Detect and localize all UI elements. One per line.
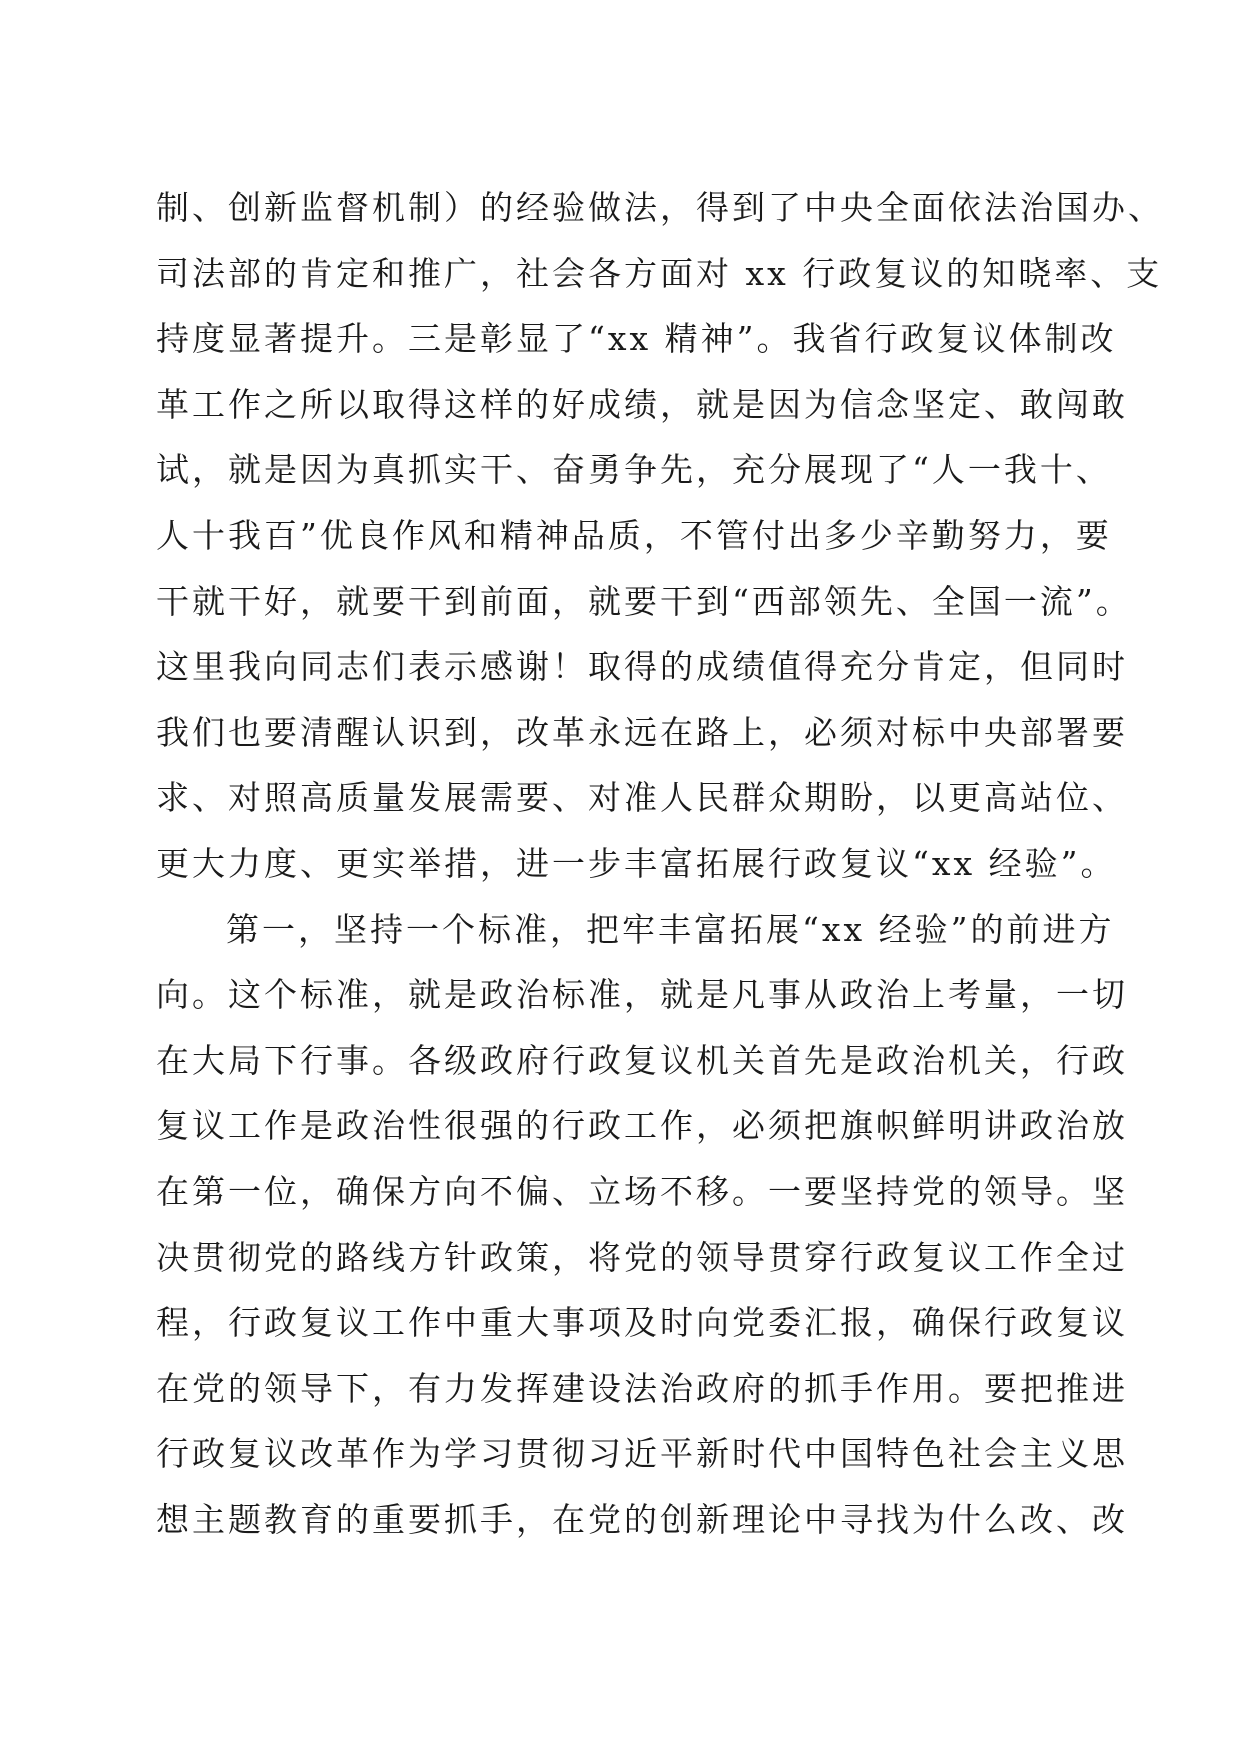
text-line: 程，行政复议工作中重大事项及时向党委汇报，确保行政复议 xyxy=(156,1303,1128,1343)
text-line: 复议工作是政治性很强的行政工作，必须把旗帜鲜明讲政治放 xyxy=(156,1106,1128,1146)
text-line: 我们也要清醒认识到，改革永远在路上，必须对标中央部署要 xyxy=(156,712,1128,752)
text-line: 行政复议改革作为学习贯彻习近平新时代中国特色社会主义思 xyxy=(156,1434,1128,1474)
text-line: 制、创新监督机制）的经验做法，得到了中央全面依法治国办、 xyxy=(156,188,1164,227)
paragraph-start-line: 第一，坚持一个标准，把牢丰富拓展“xx 经验”的前进方 xyxy=(226,909,1115,949)
text-line: 在党的领导下，有力发挥建设法治政府的抓手作用。要把推进 xyxy=(156,1368,1128,1408)
text-line: 更大力度、更实举措，进一步丰富拓展行政复议“xx 经验”。 xyxy=(156,843,1117,883)
text-line: 干就干好，就要干到前面，就要干到“西部领先、全国一流”。 xyxy=(156,581,1132,621)
text-line: 人十我百”优良作风和精神品质，不管付出多少辛勤努力，要 xyxy=(156,515,1112,555)
body-text xyxy=(156,175,1164,1552)
text-line: 在大局下行事。各级政府行政复议机关首先是政治机关，行政 xyxy=(156,1040,1128,1080)
text-line: 试，就是因为真抓实干、奋勇争先，充分展现了“人一我十、 xyxy=(156,450,1112,490)
text-line: 向。这个标准，就是政治标准，就是凡事从政治上考量，一切 xyxy=(156,975,1128,1015)
text-line: 想主题教育的重要抓手，在党的创新理论中寻找为什么改、改 xyxy=(156,1499,1128,1539)
text-line: 持度显著提升。三是彰显了“xx 精神”。我省行政复议体制改 xyxy=(156,319,1117,359)
text-line: 求、对照高质量发展需要、对准人民群众期盼，以更高站位、 xyxy=(156,778,1128,818)
text-line: 决贯彻党的路线方针政策，将党的领导贯穿行政复议工作全过 xyxy=(156,1237,1128,1277)
text-line: 司法部的肯定和推广，社会各方面对 xx 行政复议的知晓率、支 xyxy=(156,253,1163,293)
text-line: 在第一位，确保方向不偏、立场不移。一要坚持党的领导。坚 xyxy=(156,1171,1128,1211)
text-line: 革工作之所以取得这样的好成绩，就是因为信念坚定、敢闯敢 xyxy=(156,384,1128,424)
text-line: 这里我向同志们表示感谢！取得的成绩值得充分肯定，但同时 xyxy=(156,647,1128,687)
